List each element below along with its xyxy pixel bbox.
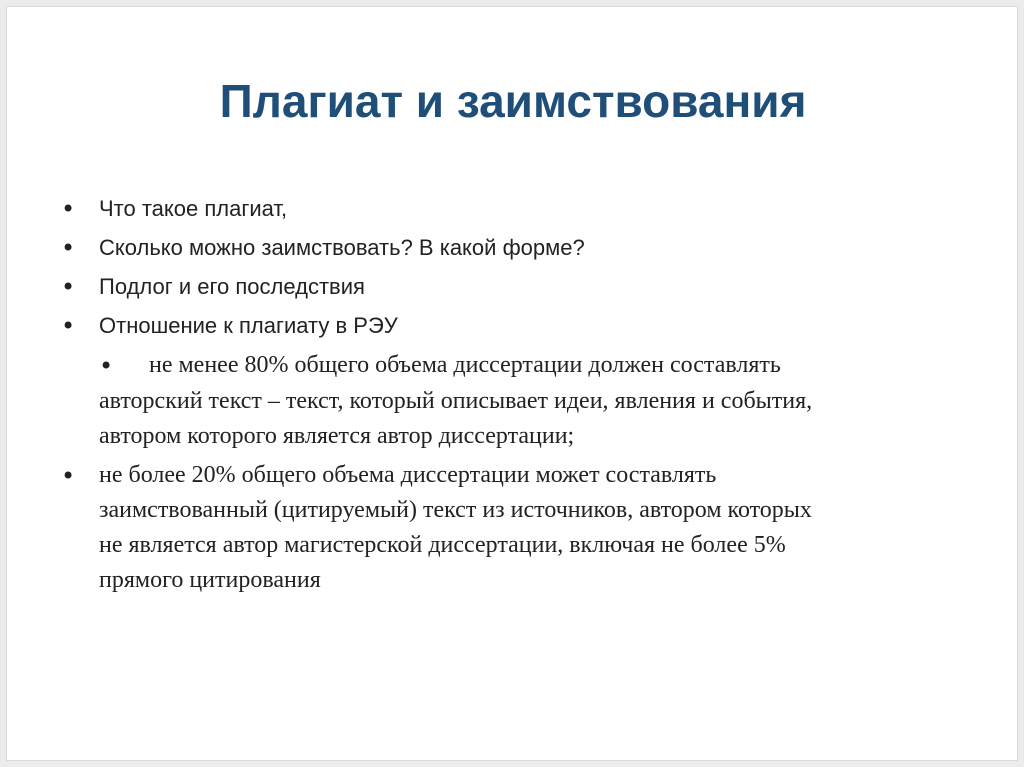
list-item: Подлог и его последствия bbox=[99, 274, 365, 299]
last-item-line: заимствованный (цитируемый) текст из источников, автором которых bbox=[99, 497, 812, 523]
last-item-line: не более 20% общего объема диссертации может составлять bbox=[99, 462, 717, 488]
list-item: Отношение к плагиату в РЭУ bbox=[99, 313, 398, 338]
bullet-icon: • bbox=[61, 273, 76, 301]
list-item: Сколько можно заимствовать? В какой форме? bbox=[99, 235, 585, 260]
list-item: Что такое плагиат, bbox=[99, 196, 288, 221]
bullet-icon: • bbox=[61, 234, 76, 262]
sub-item-line: не менее 80% общего объема диссертации должен составлять bbox=[149, 352, 781, 378]
slide-title: Плагиат и заимствования bbox=[219, 75, 807, 127]
slide bbox=[6, 6, 1018, 761]
slide-content bbox=[7, 7, 1019, 762]
sub-item-line: автором которого является автор диссертации; bbox=[99, 423, 575, 449]
bullet-icon: • bbox=[61, 462, 76, 490]
last-item-line: не является автор магистерской диссертации, включая не более 5% bbox=[99, 532, 786, 558]
bullet-icon: • bbox=[61, 312, 76, 340]
bullet-icon: • bbox=[61, 195, 76, 223]
last-item-line: прямого цитирования bbox=[99, 567, 321, 593]
sub-bullet-icon: • bbox=[99, 352, 114, 380]
sub-item-line: авторский текст – текст, который описывает идеи, явления и события, bbox=[99, 388, 813, 414]
